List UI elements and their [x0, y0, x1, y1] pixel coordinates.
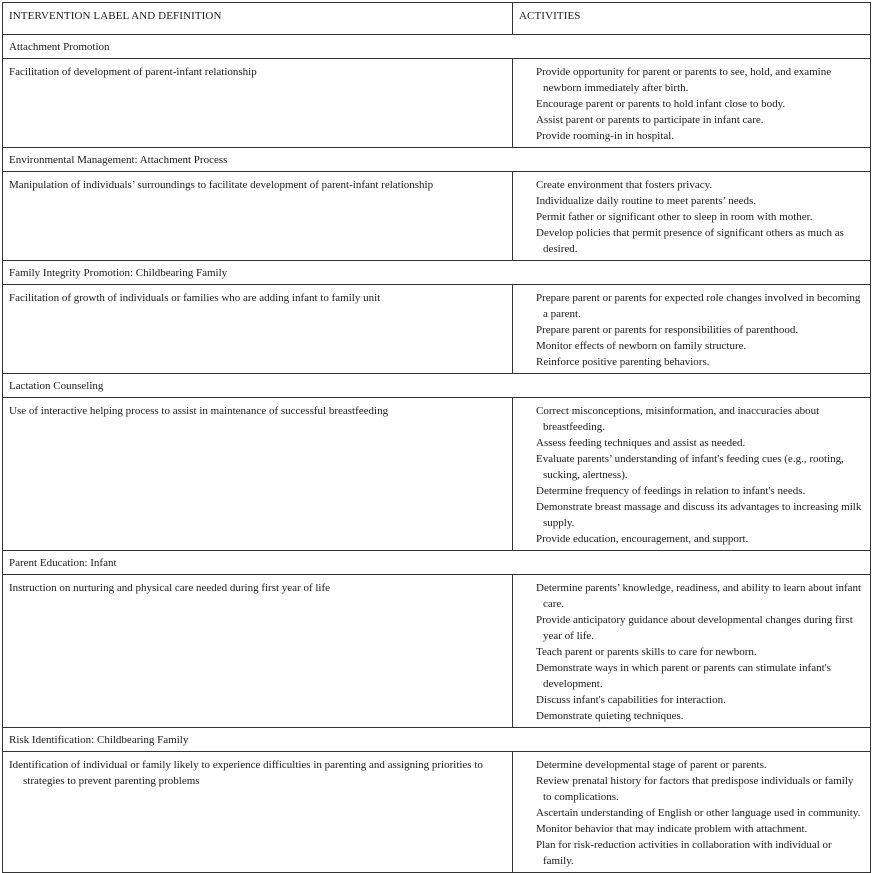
activities-cell: [513, 59, 871, 148]
section-label-row: [3, 374, 871, 398]
intervention-definition-cell: [3, 59, 513, 148]
table-header-row: [3, 3, 871, 35]
activities-list: [536, 757, 864, 869]
activities-list: [536, 290, 864, 370]
activity-item: Provide opportunity for parent or parents to see, hold, and examine newborn immediately after birth.: [536, 66, 832, 94]
activities-cell: [513, 285, 871, 374]
intervention-label: Parent Education: Infant: [3, 551, 871, 575]
section-body-row: [3, 575, 871, 728]
activity-item: Demonstrate ways in which parent or parents can stimulate infant's development.: [536, 662, 831, 690]
activity-item: Demonstrate quieting techniques.: [536, 710, 684, 722]
intervention-definition: Facilitation of development of parent-infant relationship: [9, 66, 257, 78]
activities-list: [536, 177, 864, 257]
intervention-table: [2, 2, 871, 873]
activities-cell: [513, 398, 871, 551]
activities-list: [536, 403, 864, 547]
activities-cell: [513, 752, 871, 873]
intervention-label: Environmental Management: Attachment Process: [3, 148, 871, 172]
activity-item: Teach parent or parents skills to care for newborn.: [536, 646, 757, 658]
intervention-definition: Identification of individual or family likely to experience difficulties in parenting and assigning priorities to strategies to prevent parenting problems: [9, 759, 483, 787]
activity-item: Provide rooming-in in hospital.: [536, 130, 675, 142]
intervention-definition: Facilitation of growth of individuals or families who are adding infant to family unit: [9, 292, 381, 304]
activities-cell: [513, 575, 871, 728]
intervention-label: Family Integrity Promotion: Childbearing Family: [3, 261, 871, 285]
activity-item: Prepare parent or parents for responsibilities of parenthood.: [536, 324, 799, 336]
intervention-definition-cell: [3, 398, 513, 551]
activity-item: Review prenatal history for factors that predispose individuals or family to complications.: [536, 775, 854, 803]
intervention-label: Lactation Counseling: [3, 374, 871, 398]
activities-list: [536, 580, 864, 724]
activity-item: Demonstrate breast massage and discuss its advantages to increasing milk supply.: [536, 501, 862, 529]
activity-item: Discuss infant's capabilities for interaction.: [536, 694, 726, 706]
activity-item: Ascertain understanding of English or other language used in community.: [536, 807, 861, 819]
activity-item: Encourage parent or parents to hold infant close to body.: [536, 98, 786, 110]
activity-item: Permit father or significant other to sleep in room with mother.: [536, 211, 813, 223]
section-label-row: [3, 551, 871, 575]
activity-item: Monitor behavior that may indicate problem with attachment.: [536, 823, 808, 835]
section-label-row: [3, 261, 871, 285]
activity-item: Determine parents’ knowledge, readiness, and ability to learn about infant care.: [536, 582, 862, 610]
activity-item: Reinforce positive parenting behaviors.: [536, 356, 710, 368]
intervention-definition: Instruction on nurturing and physical care needed during first year of life: [9, 582, 331, 594]
intervention-definition-cell: [3, 172, 513, 261]
activity-item: Correct misconceptions, misinformation, and inaccuracies about breastfeeding.: [536, 405, 820, 433]
activity-item: Develop policies that permit presence of significant others as much as desired.: [536, 227, 844, 255]
activities-cell: [513, 172, 871, 261]
section-label-row: [3, 35, 871, 59]
activity-item: Evaluate parents’ understanding of infant's feeding cues (e.g., rooting, sucking, alertness).: [536, 453, 844, 481]
intervention-definition-cell: [3, 285, 513, 374]
activity-item: Assist parent or parents to participate in infant care.: [536, 114, 764, 126]
intervention-definition-cell: [3, 575, 513, 728]
activity-item: Plan for risk-reduction activities in collaboration with individual or family.: [536, 839, 832, 867]
activity-item: Create environment that fosters privacy.: [536, 179, 713, 191]
table-body: [3, 35, 871, 873]
header-intervention-label: INTERVENTION LABEL AND DEFINITION: [3, 3, 513, 35]
intervention-label: Attachment Promotion: [3, 35, 871, 59]
section-body-row: [3, 172, 871, 261]
activity-item: Determine developmental stage of parent or parents.: [536, 759, 767, 771]
section-body-row: [3, 398, 871, 551]
section-body-row: [3, 752, 871, 873]
activity-item: Monitor effects of newborn on family structure.: [536, 340, 747, 352]
section-body-row: [3, 285, 871, 374]
intervention-definition: Manipulation of individuals’ surroundings to facilitate development of parent-infant relationship: [9, 179, 434, 191]
section-body-row: [3, 59, 871, 148]
activity-item: Individualize daily routine to meet parents’ needs.: [536, 195, 757, 207]
intervention-definition-cell: [3, 752, 513, 873]
activity-item: Determine frequency of feedings in relation to infant's needs.: [536, 485, 806, 497]
activity-item: Prepare parent or parents for expected role changes involved in becoming a parent.: [536, 292, 861, 320]
activity-item: Assess feeding techniques and assist as needed.: [536, 437, 746, 449]
section-label-row: [3, 148, 871, 172]
activity-item: Provide education, encouragement, and support.: [536, 533, 749, 545]
activities-list: [536, 64, 864, 144]
activity-item: Provide anticipatory guidance about developmental changes during first year of life.: [536, 614, 853, 642]
section-label-row: [3, 728, 871, 752]
header-activities: ACTIVITIES: [513, 3, 871, 35]
intervention-label: Risk Identification: Childbearing Family: [3, 728, 871, 752]
intervention-definition: Use of interactive helping process to assist in maintenance of successful breastfeeding: [9, 405, 389, 417]
